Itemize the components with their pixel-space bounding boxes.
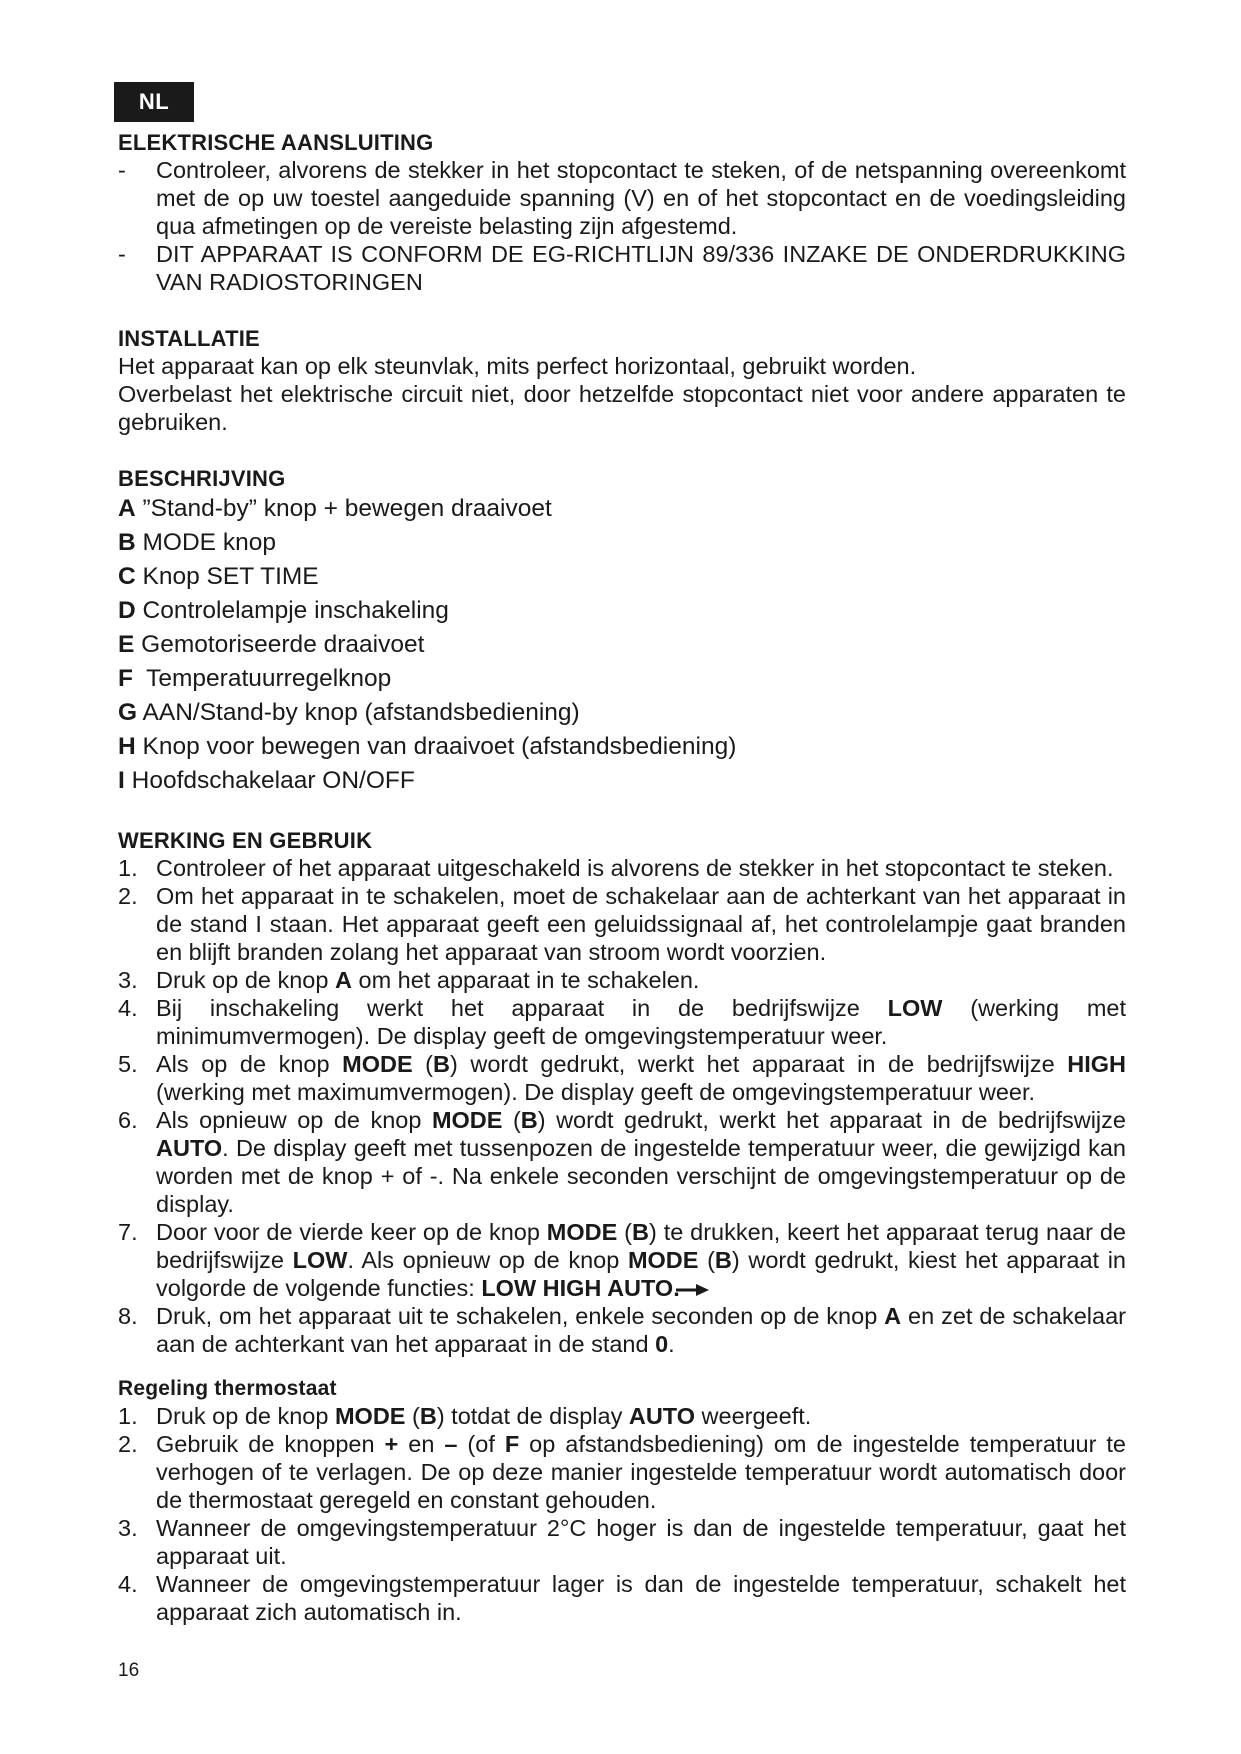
text-run: A — [884, 1303, 902, 1329]
text-run: ( — [698, 1247, 715, 1273]
list-item — [118, 1106, 1126, 1218]
text-run: LOW — [292, 1247, 348, 1273]
text-run: MODE — [431, 1107, 503, 1133]
list-item — [118, 730, 1126, 764]
text-run: Druk, om het apparaat uit te schakelen, enkele seconden op de knop — [156, 1303, 885, 1329]
text-run: LOW — [887, 995, 943, 1021]
list-item — [118, 966, 1126, 994]
item-text: Hoofdschakelaar ON/OFF — [124, 767, 415, 794]
list-item — [118, 764, 1126, 798]
text-run: (werking met minimumvermogen). De display geeft de omgevingstemperatuur weer. — [156, 995, 1126, 1049]
list-item — [118, 1570, 1126, 1626]
description-list — [118, 492, 1126, 798]
text-run: . De display geeft met tussenpozen de ingestelde temperatuur weer, die gewijzigd kan worden met de knop + of -. Na enkele seconden verschijnt de omgevingstemperatuur op de display. — [156, 1135, 1126, 1217]
text-run: B — [632, 1219, 649, 1245]
list-item — [118, 1302, 1126, 1358]
text-run: . Als opnieuw op de knop — [347, 1247, 628, 1273]
heading-operation: WERKING EN GEBRUIK — [118, 828, 373, 853]
text-run: MODE — [546, 1219, 618, 1245]
step-text — [156, 1051, 1126, 1105]
step-number: 7. — [118, 1219, 138, 1245]
item-text: Knop voor bewegen van draaivoet (afstandsbediening) — [135, 733, 737, 760]
text-run: ( — [502, 1107, 521, 1133]
item-letter: E — [118, 631, 135, 658]
list-item — [118, 662, 1126, 696]
text-run: ( — [617, 1219, 632, 1245]
step-text — [156, 1303, 1126, 1357]
item-letter: I — [118, 767, 125, 794]
item-letter: G — [118, 699, 138, 726]
text-run: . — [668, 1331, 675, 1357]
step-text — [156, 1431, 1126, 1513]
text-run: HIGH — [1067, 1051, 1126, 1077]
electrical-list — [118, 156, 1126, 296]
heading-installation: INSTALLATIE — [118, 326, 260, 351]
text-run: Druk op de knop — [156, 1403, 335, 1429]
text-run: ) wordt gedrukt, kiest het apparaat in volgorde de volgende functies: — [156, 1247, 1126, 1301]
step-text — [156, 1403, 811, 1429]
item-letter: F — [118, 665, 133, 692]
item-letter: D — [118, 597, 136, 624]
heading-thermostat: Regeling thermostaat — [118, 1377, 337, 1400]
item-text: Gemotoriseerde draaivoet — [134, 631, 425, 658]
item-letter: C — [118, 563, 136, 590]
text-run: + — [384, 1431, 399, 1457]
list-item-text: Controleer, alvorens de stekker in het stopcontact te steken, of de netspanning overeenkomt met de op uw toestel aangeduide spanning (V) en of het stopcontact en de voedingsleiding qua afmetingen op de vereiste belasting zijn afgestemd. — [156, 157, 1126, 239]
text-run: ) te drukken, keert het apparaat terug naar de bedrijfswijze — [156, 1219, 1126, 1273]
text-run: Bij inschakeling werkt het apparaat in de bedrijfswijze — [156, 995, 888, 1021]
list-item — [118, 1430, 1126, 1514]
step-text — [156, 995, 1126, 1049]
list-item — [118, 526, 1126, 560]
step-number: 8. — [118, 1303, 138, 1329]
list-item — [118, 560, 1126, 594]
text-run: ) wordt gedrukt, werkt het apparaat in de bedrijfswijze — [450, 1051, 1068, 1077]
page-number: 16 — [118, 1660, 140, 1681]
item-letter: B — [118, 529, 136, 556]
text-run: AUTO — [156, 1135, 223, 1161]
item-letter: H — [118, 733, 136, 760]
language-badge: NL — [114, 82, 194, 122]
step-number: 2. — [118, 883, 138, 909]
page-content — [118, 130, 1126, 1626]
step-number: 1. — [118, 855, 138, 881]
step-number: 4. — [118, 1571, 138, 1597]
list-item — [118, 1050, 1126, 1106]
step-text — [156, 967, 699, 993]
text-run: B — [520, 1107, 538, 1133]
text-run: MODE — [342, 1051, 413, 1077]
step-number: 3. — [118, 1515, 138, 1541]
step-number: 1. — [118, 1403, 138, 1429]
step-text — [156, 1219, 1126, 1301]
text-run: Als op de knop — [156, 1051, 343, 1077]
text-run: op afstandsbediening) om de ingestelde temperatuur te verhogen of te verlagen. De op deze manier ingestelde temperatuur wordt automatisch door de thermostaat geregeld en constant gehouden. — [156, 1431, 1127, 1513]
text-run: LOW HIGH AUTO. — [481, 1275, 680, 1301]
step-text: Wanneer de omgevingstemperatuur 2°C hoger is dan de ingestelde temperatuur, gaat het apparaat uit. — [156, 1515, 1126, 1569]
step-text: Wanneer de omgevingstemperatuur lager is dan de ingestelde temperatuur, schakelt het apparaat zich automatisch in. — [156, 1571, 1126, 1625]
dash-marker: - — [118, 157, 126, 183]
item-text: MODE knop — [135, 529, 276, 556]
step-number: 3. — [118, 967, 138, 993]
item-text: AAN/Stand-by knop (afstandsbediening) — [137, 699, 580, 726]
step-number: 6. — [118, 1107, 138, 1133]
list-item — [118, 594, 1126, 628]
text-run: 0 — [655, 1331, 669, 1357]
text-run: en zet de schakelaar aan de achterkant van het apparaat in de stand — [156, 1303, 1126, 1357]
text-run: Gebruik de knoppen — [156, 1431, 385, 1457]
item-text: Controlelampje inschakeling — [135, 597, 449, 624]
item-text: Knop SET TIME — [135, 563, 319, 590]
text-run: ( — [412, 1051, 434, 1077]
installation-line-2: Overbelast het elektrische circuit niet, door hetzelfde stopcontact niet voor andere apparaten te gebruiken. — [118, 381, 1126, 435]
text-run: Als opnieuw op de knop — [156, 1107, 432, 1133]
text-run: ( — [405, 1403, 420, 1429]
list-item — [118, 1218, 1126, 1302]
text-run: Druk op de knop — [156, 967, 335, 993]
text-run: MODE — [627, 1247, 699, 1273]
text-run: A — [334, 967, 352, 993]
text-run: B — [433, 1051, 450, 1077]
step-number: 4. — [118, 995, 138, 1021]
thermostat-list — [118, 1402, 1126, 1626]
arrow-right-icon — [674, 1282, 710, 1298]
list-item — [118, 1514, 1126, 1570]
dash-marker: - — [118, 241, 126, 267]
item-letter: A — [118, 495, 136, 522]
list-item — [118, 240, 1126, 296]
step-number: 5. — [118, 1051, 138, 1077]
heading-electrical: ELEKTRISCHE AANSLUITING — [118, 130, 434, 155]
text-run: B — [419, 1403, 437, 1429]
text-run: – — [444, 1431, 458, 1457]
text-run: ) totdat de display — [436, 1403, 629, 1429]
list-item — [118, 696, 1126, 730]
list-item — [118, 1402, 1126, 1430]
step-text: Om het apparaat in te schakelen, moet de schakelaar aan de achterkant van het apparaat in de stand I staan. Het apparaat geeft een geluidssignaal af, het controlelampje gaat branden en blijft branden zolang het apparaat van stroom wordt voorzien. — [156, 883, 1126, 965]
item-text: ”Stand-by” knop + bewegen draaivoet — [135, 495, 552, 522]
text-run: weergeeft. — [695, 1403, 812, 1429]
item-text: Temperatuurregelknop — [132, 665, 392, 692]
list-item — [118, 492, 1126, 526]
text-run: B — [714, 1247, 732, 1273]
installation-line-1: Het apparaat kan op elk steunvlak, mits perfect horizontaal, gebruikt worden. — [118, 353, 917, 379]
step-number: 2. — [118, 1431, 138, 1457]
operation-list — [118, 854, 1126, 1358]
text-run: Door voor de vierde keer op de knop — [156, 1219, 547, 1245]
text-run: en — [398, 1431, 445, 1457]
step-text — [156, 1107, 1126, 1217]
list-item — [118, 882, 1126, 966]
text-run: F — [504, 1431, 520, 1457]
list-item — [118, 854, 1126, 882]
step-text: Controleer of het apparaat uitgeschakeld is alvorens de stekker in het stopcontact te steken. — [156, 855, 1114, 881]
text-run: ) wordt gedrukt, werkt het apparaat in de bedrijfswijze — [537, 1107, 1126, 1133]
text-run: MODE — [334, 1403, 406, 1429]
list-item — [118, 994, 1126, 1050]
text-run: AUTO — [628, 1403, 696, 1429]
text-run: (of — [457, 1431, 505, 1457]
heading-description: BESCHRIJVING — [118, 466, 286, 491]
text-run: (werking met maximumvermogen). De display geeft de omgevingstemperatuur weer. — [156, 1079, 1036, 1105]
text-run: om het apparaat in te schakelen. — [351, 967, 700, 993]
list-item-text: DIT APPARAAT IS CONFORM DE EG-RICHTLIJN 89/336 INZAKE DE ONDERDRUKKING VAN RADIOSTORINGEN — [156, 241, 1126, 295]
list-item — [118, 628, 1126, 662]
list-item — [118, 156, 1126, 240]
